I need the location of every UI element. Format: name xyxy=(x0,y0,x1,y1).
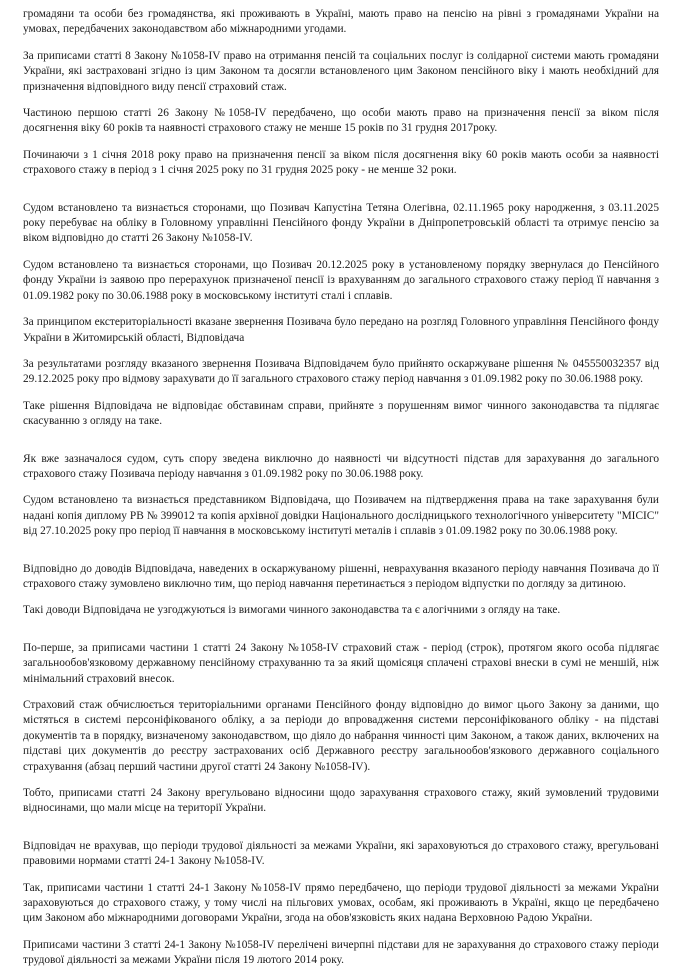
paragraph-article-26-part-1: Частиною першою статті 26 Закону №1058-IV передбачено, що особи мають право на призначення пенсії за віком після досягнення віку 60 років та наявності страхового стажу не менше 15 років по 31 грудня 2017року. xyxy=(23,107,659,135)
paragraph-decision-unlawful: Таке рішення Відповідача не відповідає обставинам справи, прийняте з порушенням вимог чинного законодавства та підлягає скасуванню з огляду на таке. xyxy=(23,399,659,428)
paragraph-article-24-1-regulation: Відповідач не врахував, що періоди трудової діяльності за межами України, які зараховуються до страхового стажу, врегульовані правовими нормами статті 24-1 Закону №1058-IV. xyxy=(23,839,659,868)
paragraph-citizenship-rights: громадяни та особи без громадянства, які проживають в Україні, мають право на пенсію на рівні з громадянами України на умовах, передбачених законодавством або міжнародними угодами. xyxy=(23,8,659,36)
paragraph-extraterritoriality: За принципом екстериторіальності вказане звернення Позивача було передано на розгляд Головного управління Пенсійного фонду України в Житомирській області, Відповідача xyxy=(23,316,659,344)
paragraph-article-24-scope: Тобто, приписами статті 24 Закону врегульовано відносини щодо зарахування страхового стажу, який зумовлений трудовими відносинами, що мали місце на території України. xyxy=(23,787,659,815)
paragraph-article-24-1-part-1: Так, приписами частини 1 статті 24-1 Закону №1058-IV прямо передбачено, що періоди трудової діяльності за межами України зараховуються до страхового стажу, у тому числі на пільгових умовах, особам, які проживають в Україні, якщо це передбачено цим Законом або міжнародними договорами України, згода на обов'язковість яких надана Верховною Радою України. xyxy=(23,881,659,925)
paragraph-plaintiff-application: Судом встановлено та визнається сторонами, що Позивач 20.12.2025 року в установленому порядку звернулася до Пенсійного фонду України із заявою про перерахунок призначеної пенсії із врахуванням до загального страхового стажу період її навчання з 01.09.1982 року по 30.06.1988 року в московському інституті сталі і сплавів. xyxy=(23,258,659,302)
paragraph-article-24-part-1: По-перше, за приписами частини 1 статті 24 Закону №1058-IV страховий стаж - період (строк), протягом якого особа підлягає загальнообов'язковому державному пенсійному страхуванню та за який щомісяця сплачені страхові внески в сумі не меншій, ніж мінімальний страховий внесок. xyxy=(23,641,659,685)
paragraph-contested-decision: За результатами розгляду вказаного звернення Позивача Відповідачем було прийнято оскаржуване рішення № 045550032357 від 29.12.2025 року про відмову зарахувати до її загального страхового стажу період навчання з 01.09.1982 року по 30.06.1988 року. xyxy=(23,357,659,386)
paragraph-article-24-1-part-3: Приписами частини 3 статті 24-1 Закону №1058-IV перелічені вичерпні підстави для не зарахування до страхового стажу періоди трудової діяльності за межами України після 19 лютого 2014 року. xyxy=(23,938,659,967)
paragraph-since-2018: Починаючи з 1 січня 2018 року право на призначення пенсії за віком після досягнення віку 60 років мають особи за наявності страхового стажу в період з 1 січня 2025 року по 31 грудня 2025 року - не менше 32 роки. xyxy=(23,148,659,177)
paragraph-defendant-arguments: Відповідно до доводів Відповідача, наведених в оскаржуваному рішенні, неврахування вказаного періоду навчання Позивача до її страхового стажу зумовлено виключно тим, що період навчання перетинається з періодом відпустки по догляду за дитиною. xyxy=(23,562,659,590)
paragraph-submitted-documents: Судом встановлено та визнається представником Відповідача, що Позивачем на підтвердження права на таке зарахування були надані копія диплому РВ № 399012 та копія архівної довідки Національного дослідницького технологічного університету "МІСІС" від 27.10.2025 року про період її навчання в московському інституті металів і сплавів з 01.09.1982 року по 30.06.1988 року. xyxy=(23,494,659,538)
paragraph-arguments-illogical: Такі доводи Відповідача не узгоджуються із вимогами чинного законодавства та є алогічними з огляду на таке. xyxy=(23,604,561,617)
paragraph-subject-of-dispute: Як вже зазначалося судом, суть спору зведена виключно до наявності чи відсутності підстав для зарахування до загального страхового стажу Позивача періоду навчання з 01.09.1982 року по 30.06.1988 року. xyxy=(23,452,659,480)
paragraph-insurance-record-calculation: Страховий стаж обчислюється територіальними органами Пенсійного фонду відповідно до вимог цього Закону за даними, що містяться в системі персоніфікованого обліку, а за періоди до впровадження системи персоніфікованого обліку - на підставі документів та в порядку, визначеному законодавством, що діяло до набрання чинності цим Законом, а також даних, включених на підставі цих документів до реєстру застрахованих осіб Державного реєстру загальнообов'язкового державного соціального страхування (абзац перший частини другої статті 24 Закону №1058-IV). xyxy=(23,699,659,773)
paragraph-plaintiff-registration: Судом встановлено та визнається сторонами, що Позивач Капустіна Тетяна Олегівна, 02.11.1965 року народження, з 03.11.2025 року перебуває на обліку в Головному управлінні Пенсійного фонду України в Дніпропетровській області та отримує пенсію за віком відповідно до статті 26 Закону №1058-IV. xyxy=(23,201,659,245)
document-body xyxy=(23,7,659,980)
paragraph-article-8: За приписами статті 8 Закону №1058-IV право на отримання пенсій та соціальних послуг із солідарної системи мають громадяни України, які застраховані згідно із цим Законом та досягли встановленого цим Законом пенсійного віку і мають необхідний для призначення відповідного виду пенсії страховий стаж. xyxy=(23,49,659,93)
